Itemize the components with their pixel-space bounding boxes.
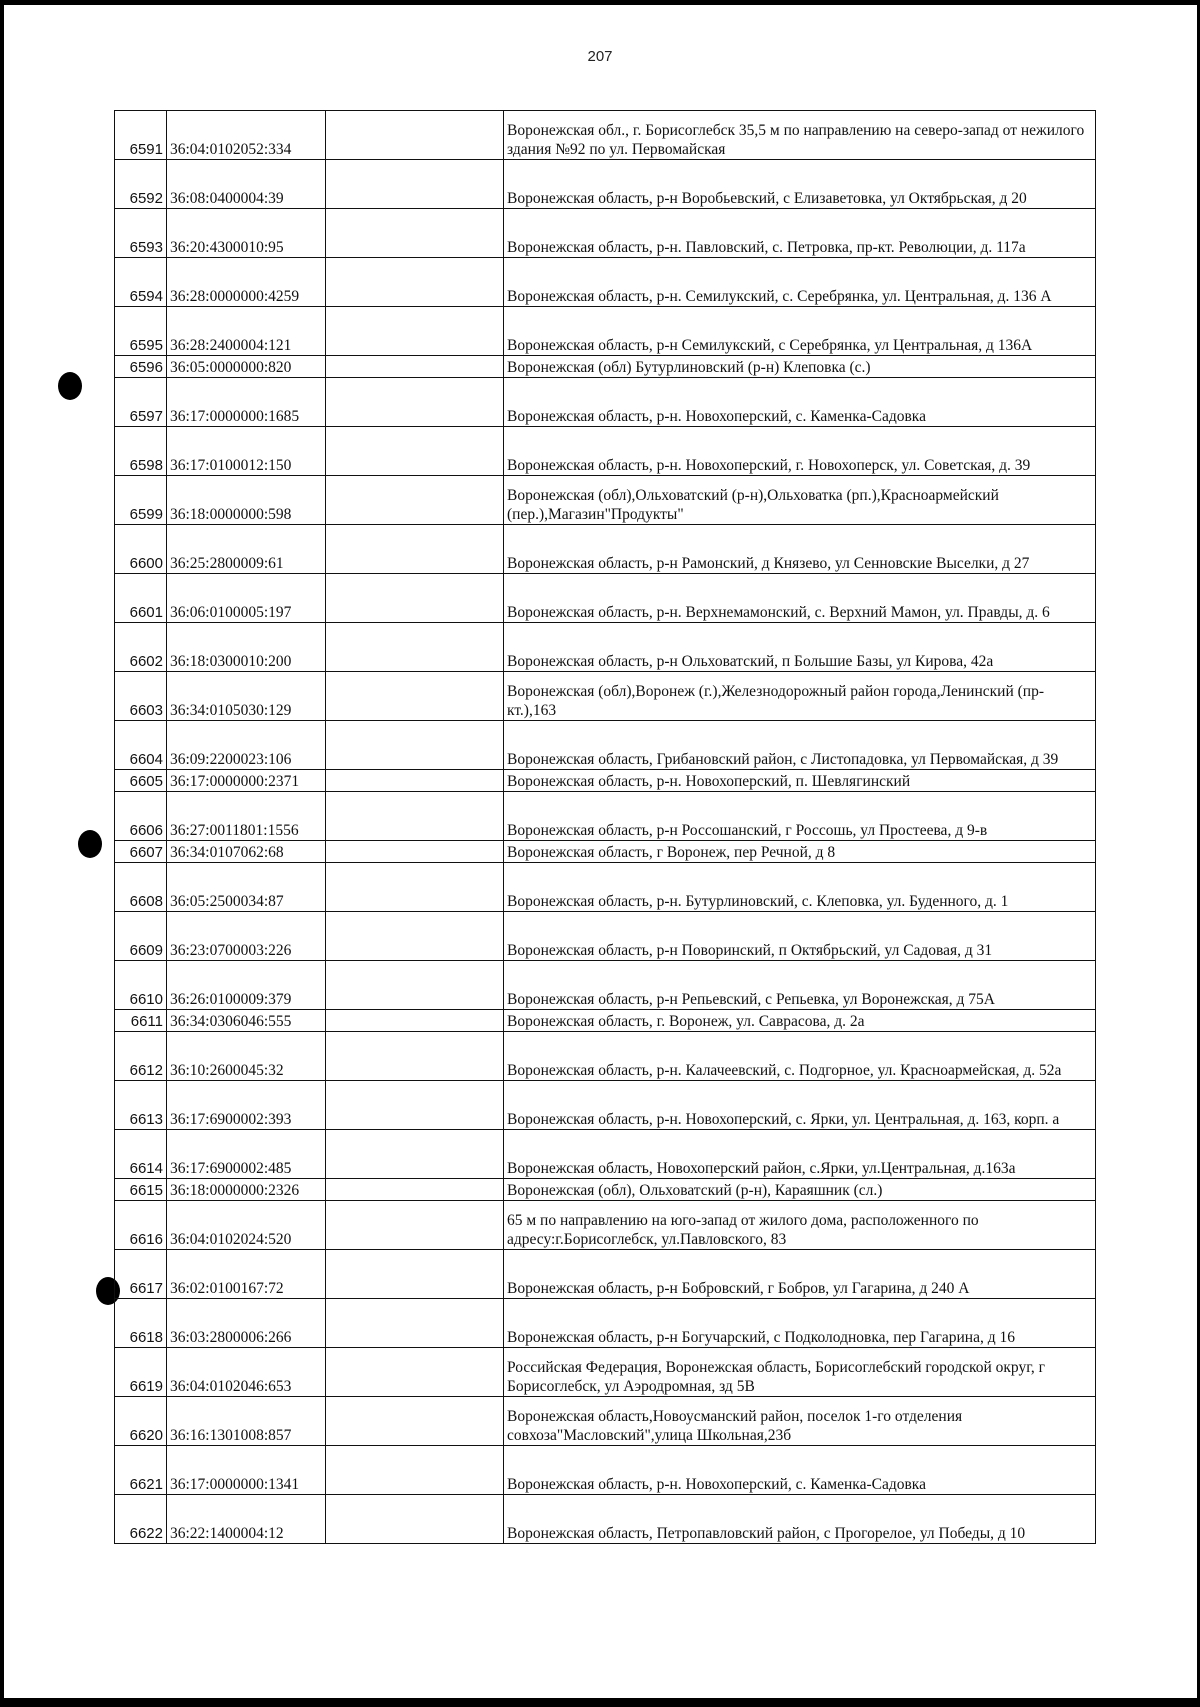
- address: Воронежская область, г. Воронеж, ул. Саврасова, д. 2а: [504, 1010, 1096, 1032]
- empty-cell: [326, 841, 504, 863]
- cadastral-number: 36:05:2500034:87: [167, 863, 326, 912]
- empty-cell: [326, 574, 504, 623]
- row-number: 6592: [115, 160, 167, 209]
- table-row: [115, 721, 1096, 770]
- empty-cell: [326, 1179, 504, 1201]
- table-row: [115, 961, 1096, 1010]
- empty-cell: [326, 721, 504, 770]
- table-row: [115, 427, 1096, 476]
- table-row: [115, 912, 1096, 961]
- row-number: 6619: [115, 1348, 167, 1397]
- address: Воронежская область, р-н. Новохоперский, п. Шевлягинский: [504, 770, 1096, 792]
- address: Воронежская область,Новоусманский район, поселок 1-го отделения совхоза"Масловский",улица Школьная,23б: [504, 1397, 1096, 1446]
- empty-cell: [326, 792, 504, 841]
- row-number: 6609: [115, 912, 167, 961]
- table-row: [115, 525, 1096, 574]
- cadastral-number: 36:34:0105030:129: [167, 672, 326, 721]
- empty-cell: [326, 1201, 504, 1250]
- cadastral-number: 36:34:0306046:555: [167, 1010, 326, 1032]
- cadastral-number: 36:08:0400004:39: [167, 160, 326, 209]
- empty-cell: [326, 912, 504, 961]
- address: Воронежская область, р-н Репьевский, с Репьевка, ул Воронежская, д 75А: [504, 961, 1096, 1010]
- address: Воронежская область, р-н. Верхнемамонский, с. Верхний Мамон, ул. Правды, д. 6: [504, 574, 1096, 623]
- empty-cell: [326, 307, 504, 356]
- table-row: [115, 378, 1096, 427]
- empty-cell: [326, 623, 504, 672]
- empty-cell: [326, 1032, 504, 1081]
- row-number: 6614: [115, 1130, 167, 1179]
- address: Воронежская область, р-н. Новохоперский, с. Ярки, ул. Центральная, д. 163, корп. а: [504, 1081, 1096, 1130]
- registry-table: [114, 110, 1096, 1544]
- row-number: 6600: [115, 525, 167, 574]
- table-row: [115, 1446, 1096, 1495]
- table-row: [115, 792, 1096, 841]
- row-number: 6608: [115, 863, 167, 912]
- table-row: [115, 160, 1096, 209]
- empty-cell: [326, 770, 504, 792]
- empty-cell: [326, 258, 504, 307]
- address: 65 м по направлению на юго-запад от жилого дома, расположенного по адресу:г.Борисоглебск, ул.Павловского, 83: [504, 1201, 1096, 1250]
- table-row: [115, 1201, 1096, 1250]
- cadastral-number: 36:22:1400004:12: [167, 1495, 326, 1544]
- table-row: [115, 672, 1096, 721]
- cadastral-number: 36:28:0000000:4259: [167, 258, 326, 307]
- empty-cell: [326, 525, 504, 574]
- empty-cell: [326, 378, 504, 427]
- row-number: 6596: [115, 356, 167, 378]
- table-row: [115, 863, 1096, 912]
- address: Воронежская область, р-н Семилукский, с Серебрянка, ул Центральная, д 136А: [504, 307, 1096, 356]
- address: Воронежская область, р-н Богучарский, с Подколодновка, пер Гагарина, д 16: [504, 1299, 1096, 1348]
- row-number: 6615: [115, 1179, 167, 1201]
- empty-cell: [326, 961, 504, 1010]
- table-row: [115, 1010, 1096, 1032]
- cadastral-number: 36:16:1301008:857: [167, 1397, 326, 1446]
- cadastral-number: 36:02:0100167:72: [167, 1250, 326, 1299]
- cadastral-number: 36:17:0000000:1685: [167, 378, 326, 427]
- table-row: [115, 307, 1096, 356]
- punch-hole-mark: [58, 372, 82, 400]
- empty-cell: [326, 476, 504, 525]
- address: Воронежская область, р-н. Бутурлиновский, с. Клеповка, ул. Буденного, д. 1: [504, 863, 1096, 912]
- address: Воронежская область, р-н Рамонский, д Князево, ул Сенновские Выселки, д 27: [504, 525, 1096, 574]
- row-number: 6613: [115, 1081, 167, 1130]
- registry-table-body: [115, 111, 1096, 1544]
- cadastral-number: 36:23:0700003:226: [167, 912, 326, 961]
- address: Воронежская (обл) Бутурлиновский (р-н) Клеповка (с.): [504, 356, 1096, 378]
- row-number: 6594: [115, 258, 167, 307]
- table-row: [115, 1179, 1096, 1201]
- cadastral-number: 36:18:0000000:598: [167, 476, 326, 525]
- row-number: 6603: [115, 672, 167, 721]
- table-row: [115, 1032, 1096, 1081]
- table-row: [115, 574, 1096, 623]
- row-number: 6611: [115, 1010, 167, 1032]
- cadastral-number: 36:03:2800006:266: [167, 1299, 326, 1348]
- empty-cell: [326, 1495, 504, 1544]
- empty-cell: [326, 863, 504, 912]
- row-number: 6620: [115, 1397, 167, 1446]
- cadastral-number: 36:18:0300010:200: [167, 623, 326, 672]
- row-number: 6597: [115, 378, 167, 427]
- cadastral-number: 36:20:4300010:95: [167, 209, 326, 258]
- table-row: [115, 476, 1096, 525]
- row-number: 6598: [115, 427, 167, 476]
- table-row: [115, 623, 1096, 672]
- empty-cell: [326, 1348, 504, 1397]
- cadastral-number: 36:25:2800009:61: [167, 525, 326, 574]
- empty-cell: [326, 160, 504, 209]
- address: Воронежская область, Петропавловский район, с Прогорелое, ул Победы, д 10: [504, 1495, 1096, 1544]
- address: Воронежская область, р-н Россошанский, г Россошь, ул Простеева, д 9-в: [504, 792, 1096, 841]
- table-row: [115, 111, 1096, 160]
- table-row: [115, 1081, 1096, 1130]
- table-row: [115, 1348, 1096, 1397]
- table-row: [115, 1250, 1096, 1299]
- row-number: 6605: [115, 770, 167, 792]
- address: Воронежская область, р-н. Новохоперский, с. Каменка-Садовка: [504, 1446, 1096, 1495]
- table-row: [115, 1397, 1096, 1446]
- address: Воронежская область, р-н Воробьевский, с Елизаветовка, ул Октябрьская, д 20: [504, 160, 1096, 209]
- empty-cell: [326, 356, 504, 378]
- row-number: 6618: [115, 1299, 167, 1348]
- cadastral-number: 36:04:0102024:520: [167, 1201, 326, 1250]
- table-row: [115, 258, 1096, 307]
- row-number: 6601: [115, 574, 167, 623]
- table-row: [115, 1495, 1096, 1544]
- cadastral-number: 36:17:0100012:150: [167, 427, 326, 476]
- row-number: 6599: [115, 476, 167, 525]
- address: Воронежская область, р-н Бобровский, г Бобров, ул Гагарина, д 240 А: [504, 1250, 1096, 1299]
- address: Воронежская область, р-н Поворинский, п Октябрьский, ул Садовая, д 31: [504, 912, 1096, 961]
- address: Воронежская область, р-н. Семилукский, с. Серебрянка, ул. Центральная, д. 136 А: [504, 258, 1096, 307]
- row-number: 6606: [115, 792, 167, 841]
- row-number: 6595: [115, 307, 167, 356]
- empty-cell: [326, 1299, 504, 1348]
- empty-cell: [326, 1130, 504, 1179]
- address: Воронежская область, р-н. Новохоперский, г. Новохоперск, ул. Советская, д. 39: [504, 427, 1096, 476]
- row-number: 6616: [115, 1201, 167, 1250]
- row-number: 6593: [115, 209, 167, 258]
- cadastral-number: 36:34:0107062:68: [167, 841, 326, 863]
- address: Воронежская область, р-н. Калачеевский, с. Подгорное, ул. Красноармейская, д. 52а: [504, 1032, 1096, 1081]
- empty-cell: [326, 111, 504, 160]
- cadastral-number: 36:17:0000000:1341: [167, 1446, 326, 1495]
- table-row: [115, 841, 1096, 863]
- empty-cell: [326, 672, 504, 721]
- empty-cell: [326, 1250, 504, 1299]
- table-row: [115, 1299, 1096, 1348]
- row-number: 6607: [115, 841, 167, 863]
- cadastral-number: 36:17:0000000:2371: [167, 770, 326, 792]
- row-number: 6612: [115, 1032, 167, 1081]
- row-number: 6617: [115, 1250, 167, 1299]
- address: Воронежская область, Грибановский район, с Листопадовка, ул Первомайская, д 39: [504, 721, 1096, 770]
- address: Российская Федерация, Воронежская область, Борисоглебский городской округ, г Борисоглебск, ул Аэродромная, зд 5В: [504, 1348, 1096, 1397]
- address: Воронежская область, р-н. Павловский, с. Петровка, пр-кт. Революции, д. 117а: [504, 209, 1096, 258]
- row-number: 6621: [115, 1446, 167, 1495]
- table-row: [115, 356, 1096, 378]
- address: Воронежская область, р-н Ольховатский, п Большие Базы, ул Кирова, 42а: [504, 623, 1096, 672]
- address: Воронежская (обл),Воронеж (г.),Железнодорожный район города,Ленинский (пр-кт.),163: [504, 672, 1096, 721]
- cadastral-number: 36:05:0000000:820: [167, 356, 326, 378]
- address: Воронежская (обл), Ольховатский (р-н), Караяшник (сл.): [504, 1179, 1096, 1201]
- address: Воронежская область, г Воронеж, пер Речной, д 8: [504, 841, 1096, 863]
- cadastral-number: 36:09:2200023:106: [167, 721, 326, 770]
- cadastral-number: 36:28:2400004:121: [167, 307, 326, 356]
- cadastral-number: 36:17:6900002:485: [167, 1130, 326, 1179]
- table-row: [115, 1130, 1096, 1179]
- empty-cell: [326, 1081, 504, 1130]
- address: Воронежская область, р-н. Новохоперский, с. Каменка-Садовка: [504, 378, 1096, 427]
- cadastral-number: 36:06:0100005:197: [167, 574, 326, 623]
- address: Воронежская (обл),Ольховатский (р-н),Ольховатка (рп.),Красноармейский (пер.),Магазин"Продукты": [504, 476, 1096, 525]
- empty-cell: [326, 427, 504, 476]
- cadastral-number: 36:26:0100009:379: [167, 961, 326, 1010]
- cadastral-number: 36:18:0000000:2326: [167, 1179, 326, 1201]
- cadastral-number: 36:10:2600045:32: [167, 1032, 326, 1081]
- table-row: [115, 770, 1096, 792]
- empty-cell: [326, 209, 504, 258]
- table-row: [115, 209, 1096, 258]
- row-number: 6602: [115, 623, 167, 672]
- address: Воронежская область, Новохоперский район, с.Ярки, ул.Центральная, д.163а: [504, 1130, 1096, 1179]
- row-number: 6610: [115, 961, 167, 1010]
- cadastral-number: 36:27:0011801:1556: [167, 792, 326, 841]
- empty-cell: [326, 1010, 504, 1032]
- cadastral-number: 36:04:0102046:653: [167, 1348, 326, 1397]
- empty-cell: [326, 1397, 504, 1446]
- cadastral-number: 36:04:0102052:334: [167, 111, 326, 160]
- cadastral-number: 36:17:6900002:393: [167, 1081, 326, 1130]
- row-number: 6622: [115, 1495, 167, 1544]
- page-number: 207: [587, 48, 613, 65]
- row-number: 6591: [115, 111, 167, 160]
- empty-cell: [326, 1446, 504, 1495]
- punch-hole-mark: [78, 830, 102, 858]
- address: Воронежская обл., г. Борисоглебск 35,5 м по направлению на северо-запад от нежилого здания №92 по ул. Первомайская: [504, 111, 1096, 160]
- row-number: 6604: [115, 721, 167, 770]
